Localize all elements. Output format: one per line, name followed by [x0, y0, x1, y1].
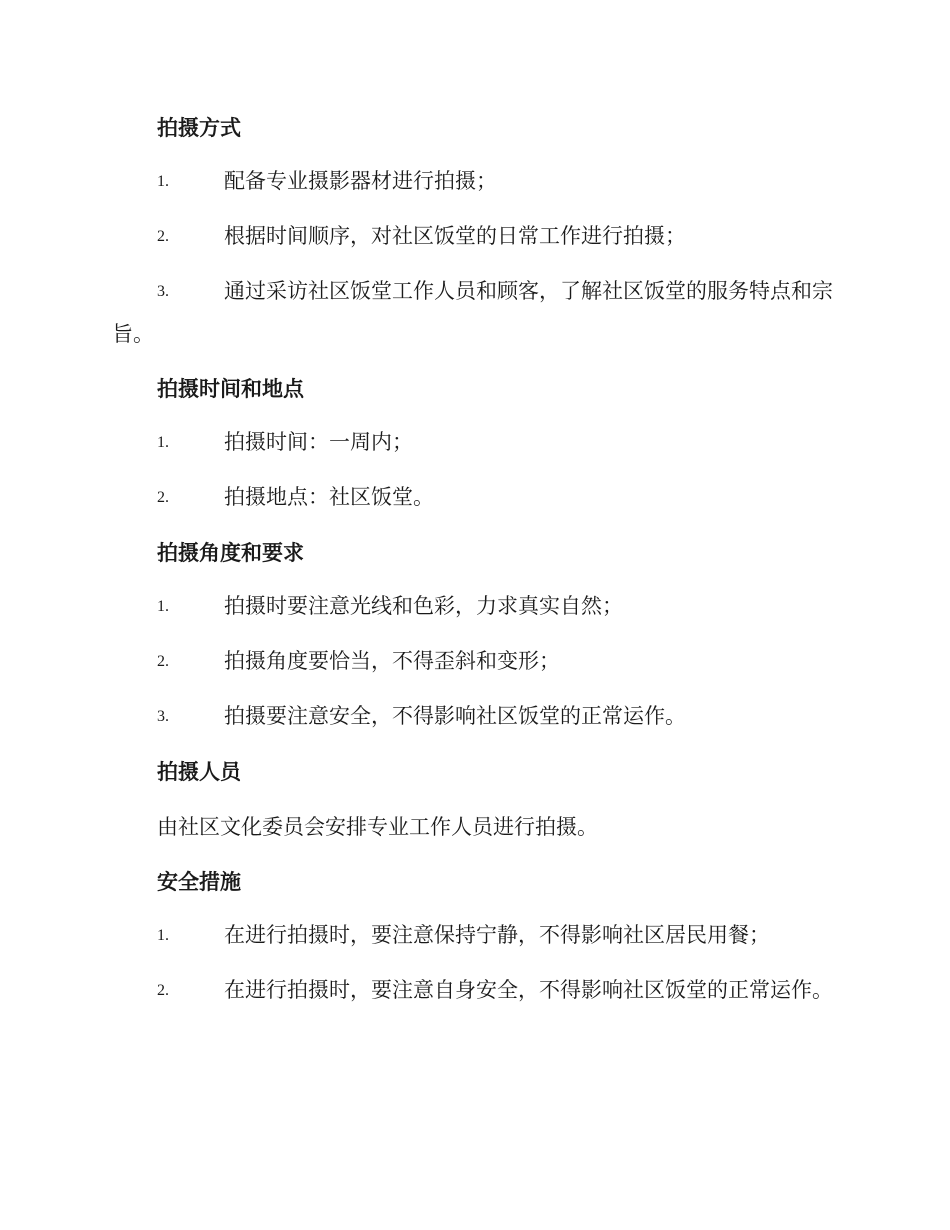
list-number: 2. — [157, 228, 169, 245]
list-text: 通过采访社区饭堂工作人员和顾客，了解社区饭堂的服务特点和宗旨。 — [112, 279, 833, 346]
list-text: 拍摄角度要恰当，不得歪斜和变形； — [224, 649, 560, 673]
list-text: 根据时间顺序，对社区饭堂的日常工作进行拍摄； — [224, 224, 686, 248]
list-item — [112, 585, 837, 628]
list-item — [112, 160, 837, 203]
section-heading-safety-measures: 安全措施 — [157, 869, 241, 894]
list-number: 2. — [157, 982, 169, 999]
paragraph: 由社区文化委员会安排专业工作人员进行拍摄。 — [157, 815, 598, 839]
list-number: 3. — [157, 283, 169, 300]
list-number: 1. — [157, 173, 169, 190]
list-number: 2. — [157, 653, 169, 670]
list-text: 在进行拍摄时，要注意保持宁静，不得影响社区居民用餐； — [224, 923, 770, 947]
list-number: 2. — [157, 489, 169, 506]
list-text: 拍摄要注意安全，不得影响社区饭堂的正常运作。 — [224, 704, 686, 728]
list-item — [112, 215, 837, 258]
section-heading-time-location: 拍摄时间和地点 — [157, 376, 304, 401]
list-text: 在进行拍摄时，要注意自身安全，不得影响社区饭堂的正常运作。 — [224, 978, 833, 1002]
list-number: 1. — [157, 927, 169, 944]
list-text: 拍摄地点：社区饭堂。 — [224, 485, 434, 509]
section-heading-shooting-method: 拍摄方式 — [157, 115, 241, 140]
list-text: 拍摄时要注意光线和色彩，力求真实自然； — [224, 594, 623, 618]
list-number: 1. — [157, 434, 169, 451]
list-item — [112, 421, 837, 464]
list-item — [112, 476, 837, 519]
list-item — [112, 969, 837, 1012]
list-text: 拍摄时间：一周内； — [224, 430, 413, 454]
section-heading-angle-requirements: 拍摄角度和要求 — [157, 540, 304, 565]
section-heading-personnel: 拍摄人员 — [157, 759, 241, 784]
list-text: 配备专业摄影器材进行拍摄； — [224, 169, 497, 193]
list-item — [112, 695, 837, 738]
list-item — [112, 914, 837, 957]
list-number: 3. — [157, 708, 169, 725]
list-item — [112, 270, 837, 356]
list-number: 1. — [157, 598, 169, 615]
list-item — [112, 640, 837, 683]
